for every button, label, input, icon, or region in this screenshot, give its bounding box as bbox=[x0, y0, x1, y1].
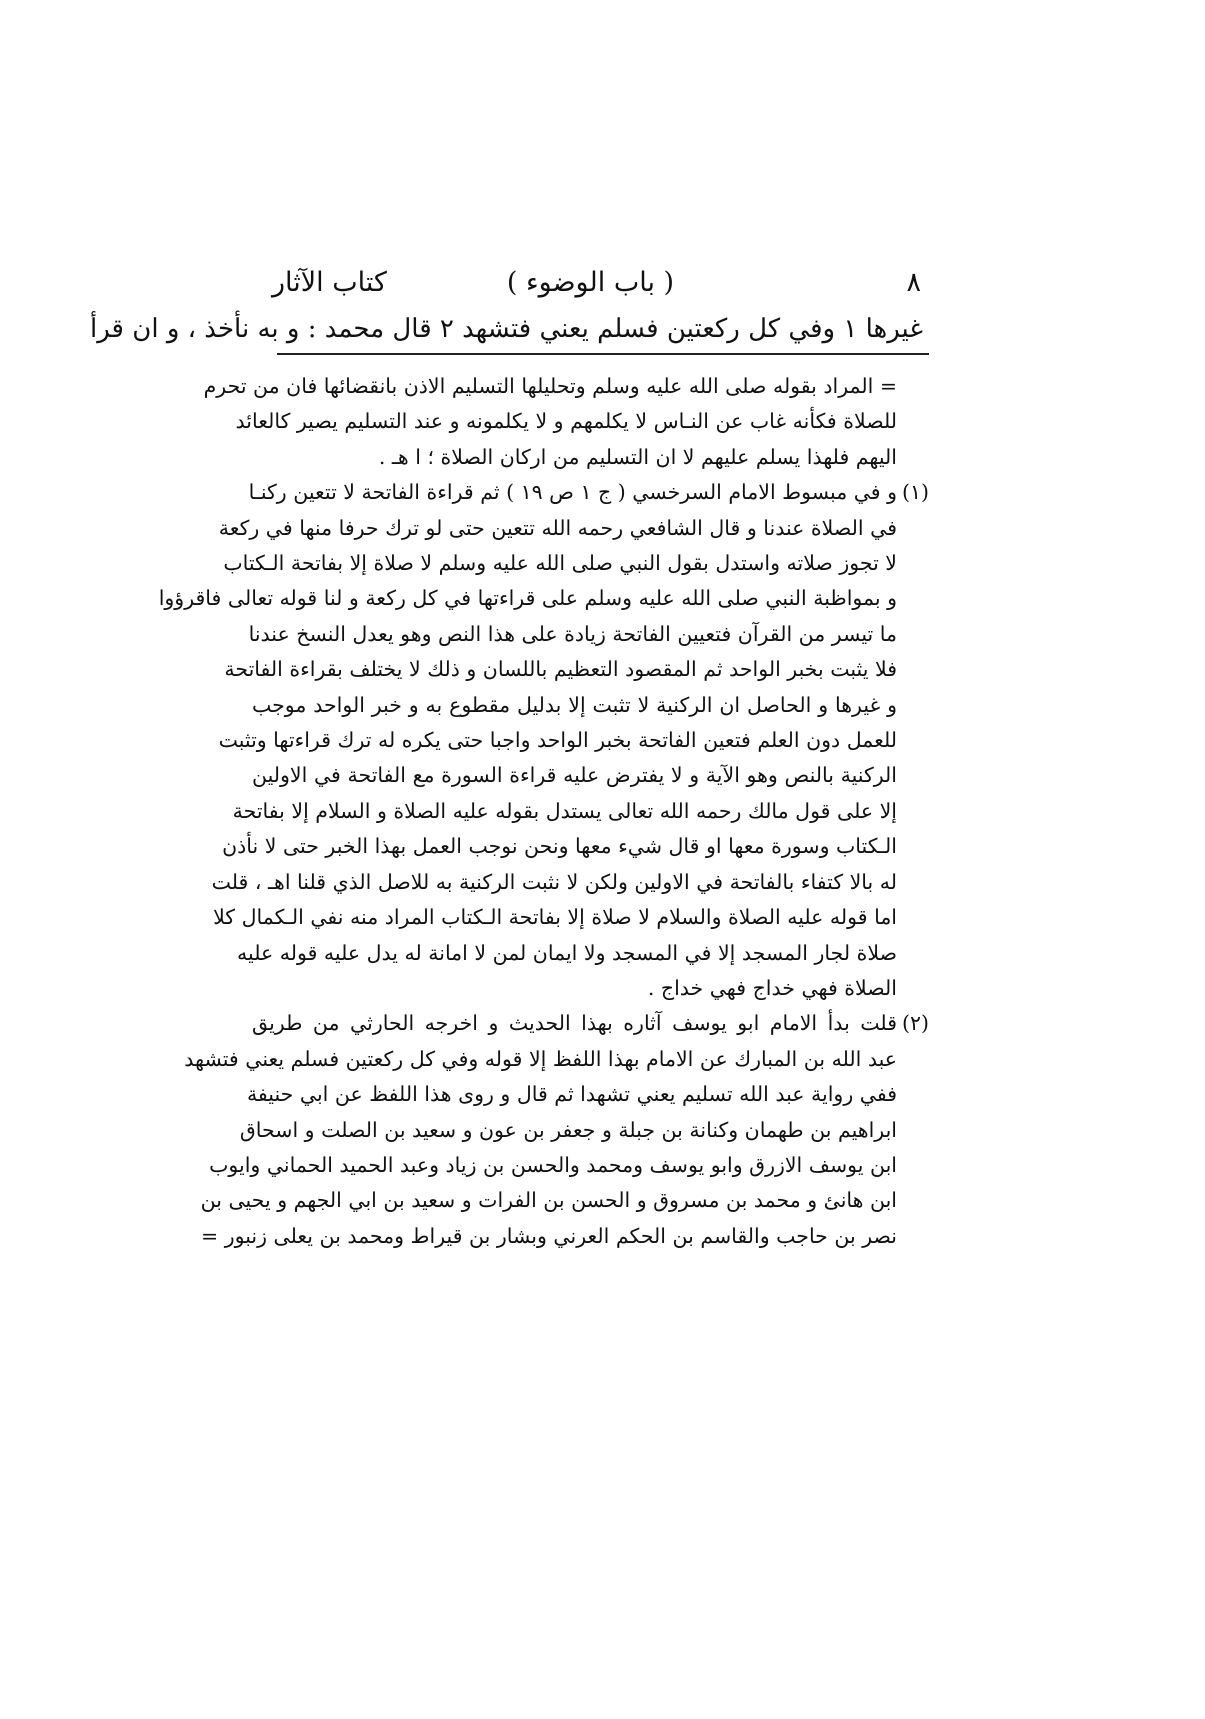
main-text: غيرها ١ وفي كل ركعتين فسلم يعني فتشهد ٢ قال محمد : و به نأخذ ، و ان قرأ bbox=[89, 314, 923, 344]
footnote-line: ابراهيم بن طهمان وكنانة بن جبلة و جعفر بن عون و سعيد بن الصلت و اسحاق bbox=[239, 1117, 897, 1142]
chapter-title: ( باب الوضوء ) bbox=[506, 267, 675, 298]
footnote-line: للعمل دون العلم فتعين الفاتحة بخبر الواحد واجبا حتى يكره له ترك قراءتها وتثبت bbox=[218, 728, 897, 753]
footnote-line: اليهم فلهذا يسلم عليهم لا ان التسليم من اركان الصلاة ؛ ا هـ . bbox=[378, 444, 897, 469]
footnote-line: الصلاة فهي خداج فهي خداج . bbox=[647, 975, 897, 1000]
footnote-line: و غيرها و الحاصل ان الركنية لا تثبت إلا بدليل مقطوع به و خبر الواحد موجب bbox=[252, 692, 897, 717]
footnote-line: (١)و في مبسوط الامام السرخسي ( ج ١ ص ١٩ ) ثم قراءة الفاتحة لا تتعين ركنـا bbox=[252, 475, 897, 510]
footnote-marker: (١) bbox=[901, 480, 929, 505]
page-number: ٨ bbox=[906, 267, 921, 298]
footnote-2 bbox=[184, 1006, 929, 1254]
footnote-line: له بالا كتفاء بالفاتحة في الاولين ولكن لا نثبت الركنية به للاصل الذي قلنا اهـ ، قلت bbox=[211, 869, 897, 894]
footnote-line: صلاة لجار المسجد إلا في المسجد ولا ايمان لمن لا امانة له يدل عليه قوله عليه bbox=[237, 940, 897, 965]
footnote-marker: (٢) bbox=[901, 1011, 929, 1036]
footnote-line: ابن هانئ و محمد بن مسروق و الحسن بن الفرات و سعيد بن ابي الجهم و يحيى بن bbox=[200, 1188, 897, 1213]
footnote-line: للصلاة فكأنه غاب عن النـاس لا يكلمهم و لا يكلمونه و عند التسليم يصير كالعائد bbox=[235, 409, 897, 434]
book-page bbox=[89, 265, 929, 1254]
footnote-1 bbox=[158, 475, 929, 1006]
footnote-line: = المراد بقوله صلى الله عليه وسلم وتحليلها التسليم الاذن بانقضائها فان من تحرم bbox=[203, 374, 897, 398]
footnote-line: ففي رواية عبد الله تسليم يعني تشهدا ثم قال و روى هذا اللفظ عن ابي حنيفة bbox=[246, 1082, 897, 1107]
running-header bbox=[252, 265, 929, 309]
footnotes bbox=[158, 369, 929, 1254]
footnote-divider bbox=[277, 353, 929, 355]
footnote-line: اما قوله عليه الصلاة والسلام لا صلاة إلا بفاتحة الـكتاب المراد منه نفي الـكمال كلا bbox=[213, 905, 897, 930]
footnote-line: عبد الله بن المبارك عن الامام بهذا اللفظ إلا قوله وفي كل ركعتين فسلم يعني فتشهد bbox=[184, 1046, 897, 1071]
footnote-line: و بمواظبة النبي صلى الله عليه وسلم على قراءتها في كل ركعة و لنا قوله تعالى فاقرؤوا bbox=[158, 586, 897, 611]
footnote-line: (٢)قلت بدأ الامام ابو يوسف آثاره بهذا الحديث و اخرجه الحارثي من طريق bbox=[252, 1006, 897, 1041]
footnote-line: فلا يثبت بخبر الواحد ثم المقصود التعظيم باللسان و ذلك لا يختلف بقراءة الفاتحة bbox=[224, 657, 897, 682]
footnote-line: ما تيسر من القرآن فتعيين الفاتحة زيادة على هذا النص وهو يعدل النسخ عندنا bbox=[248, 621, 897, 646]
footnote-line: الـكتاب وسورة معها او قال شيء معها ونحن نوجب العمل بهذا الخبر حتى لا نأذن bbox=[222, 834, 897, 859]
footnote-line: الركنية بالنص وهو الآية و لا يفترض عليه قراءة السورة مع الفاتحة في الاولين bbox=[252, 763, 897, 788]
book-title: كتاب الآثار bbox=[272, 267, 387, 298]
footnote-line: ابن يوسف الازرق وابو يوسف ومحمد والحسن بن زياد وعبد الحميد الحماني وايوب bbox=[209, 1152, 897, 1177]
footnote-line: إلا على قول مالك رحمه الله تعالى يستدل بقوله عليه الصلاة و السلام إلا بفاتحة bbox=[232, 798, 897, 823]
footnote-line: لا تجوز صلاته واستدل بقول النبي صلى الله عليه وسلم لا صلاة إلا بفاتحة الـكتاب bbox=[223, 551, 897, 576]
footnote-line: في الصلاة عندنا و قال الشافعي رحمه الله تتعين حتى لو ترك حرفا منها في ركعة bbox=[218, 515, 897, 540]
footnote-continuation bbox=[203, 369, 929, 475]
footnote-line: نصر بن حاجب والقاسم بن الحكم العرني وبشار بن قيراط ومحمد بن يعلى زنبور = bbox=[201, 1223, 897, 1248]
